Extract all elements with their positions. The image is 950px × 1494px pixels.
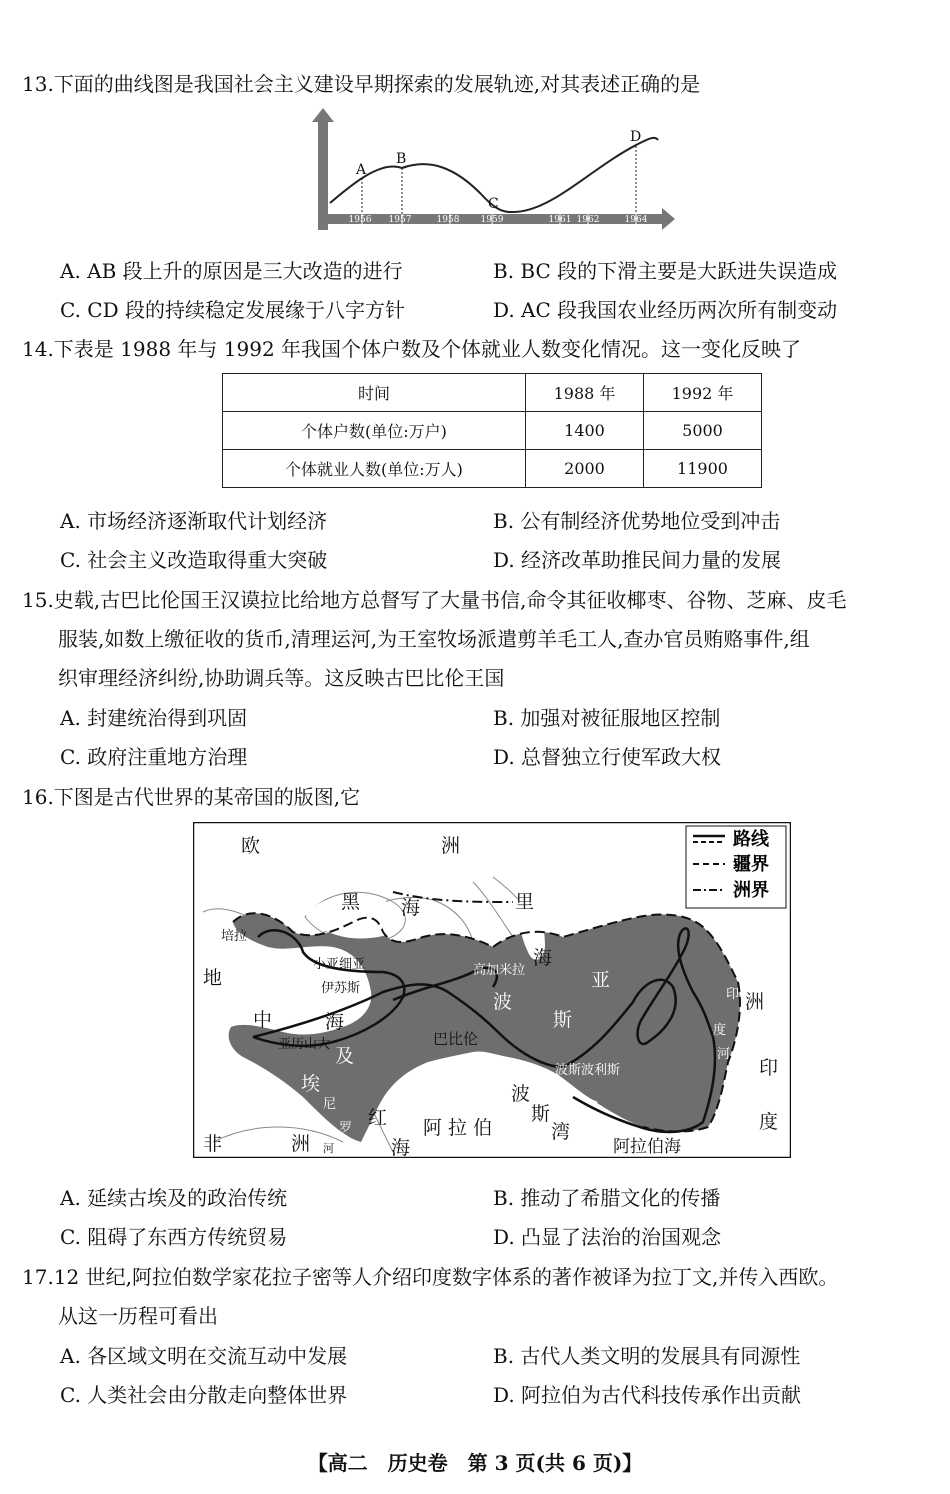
map-label: 斯 [531, 1103, 551, 1125]
table-cell: 个体就业人数(单位:万人) [223, 450, 526, 488]
map-label: 罗 [339, 1121, 353, 1136]
map-label: 波 [493, 991, 513, 1013]
map-label: 黑 [341, 891, 361, 913]
map-label: 欧 [241, 835, 261, 857]
map-label: 亚 [591, 969, 611, 991]
map-label: 小亚细亚 [313, 957, 366, 972]
map-label: 河 [717, 1047, 731, 1062]
q15-stem-line: 15.史载,古巴比伦国王汉谟拉比给地方总督写了大量书信,命令其征收椰枣、谷物、芝麻、皮毛 [22, 588, 847, 612]
map-label: 高加米拉 [473, 963, 526, 978]
map-label: 海 [391, 1137, 411, 1158]
q17-stem-line: 从这一历程可看出 [58, 1304, 218, 1328]
x-axis-arrow [662, 208, 675, 230]
q15-option-b[interactable]: B. 加强对被征服地区控制 [493, 706, 721, 730]
q15-stem-line: 服装,如数上缴征收的货币,清理运河,为王室牧场派遣剪羊毛工人,查办官员贿赂事件,组 [58, 627, 810, 651]
map-label: 波 [511, 1083, 531, 1105]
q13-option-d[interactable]: D. AC 段我国农业经历两次所有制变动 [493, 298, 838, 322]
map-label: 里 [515, 891, 535, 913]
map-label: 伊苏斯 [321, 981, 361, 996]
map-label: 中 [253, 1009, 273, 1031]
q14-option-c[interactable]: C. 社会主义改造取得重大突破 [60, 548, 328, 572]
table-header-cell: 1988 年 [526, 374, 644, 412]
table-cell: 1400 [526, 412, 644, 450]
y-axis-arrow [312, 108, 334, 122]
table-header-cell: 1992 年 [644, 374, 762, 412]
year-label: 1956 [348, 215, 372, 225]
table-header-row [223, 374, 762, 412]
map-label: 海 [325, 1011, 345, 1033]
map-label: 尼 [323, 1097, 337, 1112]
map-label: 亚历山大 [278, 1037, 331, 1052]
map-label: 度 [759, 1111, 779, 1133]
map-label: 阿 拉 伯 [423, 1117, 493, 1139]
table-cell: 11900 [644, 450, 762, 488]
point-b-label: B [396, 151, 407, 167]
point-a-label: A [356, 162, 367, 178]
map-label: 洲 [441, 835, 461, 857]
table-cell: 2000 [526, 450, 644, 488]
map-label: 培拉 [221, 929, 248, 944]
legend-route: 路线 [733, 829, 769, 850]
map-label: 波斯波利斯 [555, 1063, 621, 1078]
map-label: 河 [323, 1142, 334, 1155]
year-label: 1964 [624, 215, 648, 225]
q17-option-d[interactable]: D. 阿拉伯为古代科技传承作出贡献 [493, 1383, 802, 1407]
map-label: 洲 [291, 1133, 311, 1155]
q14-option-b[interactable]: B. 公有制经济优势地位受到冲击 [493, 509, 781, 533]
table-cell: 5000 [644, 412, 762, 450]
q16-option-b[interactable]: B. 推动了希腊文化的传播 [493, 1186, 721, 1210]
year-label: 1961 [548, 215, 572, 225]
map-label: 印 [759, 1057, 779, 1079]
year-label: 1958 [436, 215, 460, 225]
q14-option-d[interactable]: D. 经济改革助推民间力量的发展 [493, 548, 782, 572]
page-footer: 【高二 历史卷 第 3 页(共 6 页)】 [307, 1451, 643, 1475]
q17-stem-line: 17.12 世纪,阿拉伯数学家花拉子密等人介绍印度数字体系的著作被译为拉丁文,并传入西欧。 [22, 1265, 839, 1289]
q17-option-b[interactable]: B. 古代人类文明的发展具有同源性 [493, 1344, 801, 1368]
year-label: 1957 [388, 215, 412, 225]
legend-boundary: 疆界 [733, 854, 769, 875]
q13-stem: 13.下面的曲线图是我国社会主义建设早期探索的发展轨迹,对其表述正确的是 [22, 72, 701, 96]
map-label: 斯 [553, 1009, 573, 1031]
map-label: 洲 [745, 991, 765, 1013]
year-label: 1962 [576, 215, 600, 225]
map-label: 印 [726, 987, 740, 1002]
legend-continent: 洲界 [733, 880, 769, 901]
q17-option-c[interactable]: C. 人类社会由分散走向整体世界 [60, 1383, 348, 1407]
q16-empire-map [193, 822, 791, 1158]
map-label: 及 [335, 1045, 355, 1067]
table-header-cell: 时间 [223, 374, 526, 412]
q16-stem: 16.下图是古代世界的某帝国的版图,它 [22, 785, 361, 809]
q17-option-a[interactable]: A. 各区域文明在交流互动中发展 [60, 1344, 348, 1368]
q14-data-table [222, 373, 762, 488]
map-label: 红 [368, 1107, 388, 1129]
year-label: 1959 [480, 215, 504, 225]
q16-option-d[interactable]: D. 凸显了法治的治国观念 [493, 1225, 722, 1249]
point-c-label: C [488, 196, 499, 212]
map-label: 阿拉伯海 [613, 1137, 681, 1157]
q15-option-d[interactable]: D. 总督独立行使军政大权 [493, 745, 722, 769]
map-label: 度 [713, 1023, 727, 1038]
q16-option-c[interactable]: C. 阻碍了东西方传统贸易 [60, 1225, 288, 1249]
q15-stem-line: 织审理经济纠纷,协助调兵等。这反映古巴比伦王国 [58, 666, 505, 690]
map-label: 海 [533, 947, 553, 969]
q13-option-c[interactable]: C. CD 段的持续稳定发展缘于八字方针 [60, 298, 405, 322]
q13-option-b[interactable]: B. BC 段的下滑主要是大跃进失误造成 [493, 259, 838, 283]
q16-option-a[interactable]: A. 延续古埃及的政治传统 [60, 1186, 288, 1210]
q15-option-a[interactable]: A. 封建统治得到巩固 [60, 706, 248, 730]
q14-stem: 14.下表是 1988 年与 1992 年我国个体户数及个体就业人数变化情况。这一变化反映了 [22, 337, 802, 361]
table-row [223, 412, 762, 450]
table-row [223, 450, 762, 488]
q14-option-a[interactable]: A. 市场经济逐渐取代计划经济 [60, 509, 328, 533]
map-label: 海 [401, 897, 421, 919]
point-d-label: D [630, 129, 642, 145]
map-label: 巴比伦 [433, 1030, 479, 1048]
map-label: 埃 [301, 1073, 321, 1095]
q13-curve-chart [310, 108, 675, 238]
map-legend [686, 826, 786, 908]
y-axis [318, 118, 328, 230]
table-cell: 个体户数(单位:万户) [223, 412, 526, 450]
q13-option-a[interactable]: A. AB 段上升的原因是三大改造的进行 [60, 259, 403, 283]
map-label: 非 [203, 1133, 223, 1155]
map-label: 地 [203, 967, 223, 989]
map-label: 湾 [551, 1121, 571, 1143]
q15-option-c[interactable]: C. 政府注重地方治理 [60, 745, 248, 769]
